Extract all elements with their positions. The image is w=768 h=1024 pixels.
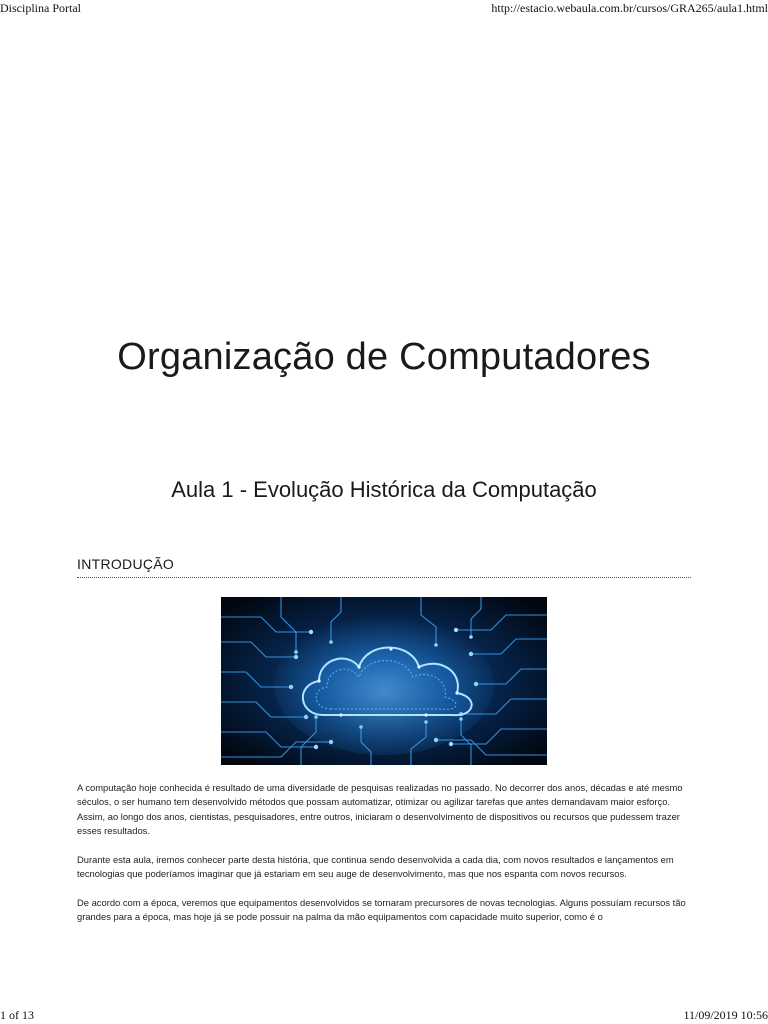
section-heading-introducao: INTRODUÇÃO — [77, 556, 691, 578]
intro-paragraph-2: Durante esta aula, iremos conhecer parte desta história, que continua sendo desenvolvida a cada dia, com novos resultados e lançamentos em tecnologias que poderíamos imaginar que já estariam em seu auge de desenvolvimento, mas que nos espanta com novos recursos. — [77, 854, 674, 880]
print-footer-timestamp: 11/09/2019 10:56 — [683, 1008, 768, 1022]
cloud-circuit-image — [221, 597, 547, 765]
intro-paragraph-1: A computação hoje conhecida é resultado de uma diversidade de pesquisas realizadas no passado. No decorrer dos anos, décadas e até mesmo séculos, o ser humano tem desenvolvido métodos que possam automatizar, otimizar ou agilizar tarefas que antes demandavam maior esforço. Assim, ao longo dos anos, cientistas, pesquisadores, entre outros, iniciaram o desenvolvimento de dispositivos ou recursos que pudessem trazer esses resultados. — [77, 782, 683, 837]
print-footer-page-count: 1 of 13 — [0, 1008, 34, 1022]
page-title: Organização de Computadores — [117, 336, 651, 378]
print-header-title: Disciplina Portal — [0, 1, 81, 15]
print-header-url: http://estacio.webaula.com.br/cursos/GRA265/aula1.html — [491, 1, 768, 15]
lesson-subtitle: Aula 1 - Evolução Histórica da Computação — [171, 477, 597, 502]
intro-paragraph-3: De acordo com a época, veremos que equipamentos desenvolvidos se tornaram precursores de novas tecnologias. Alguns possuíam recursos tão grandes para a época, mas hoje já se pode possuir na palma da mão equipamentos com capacidade muito superior, como é o — [77, 897, 686, 923]
